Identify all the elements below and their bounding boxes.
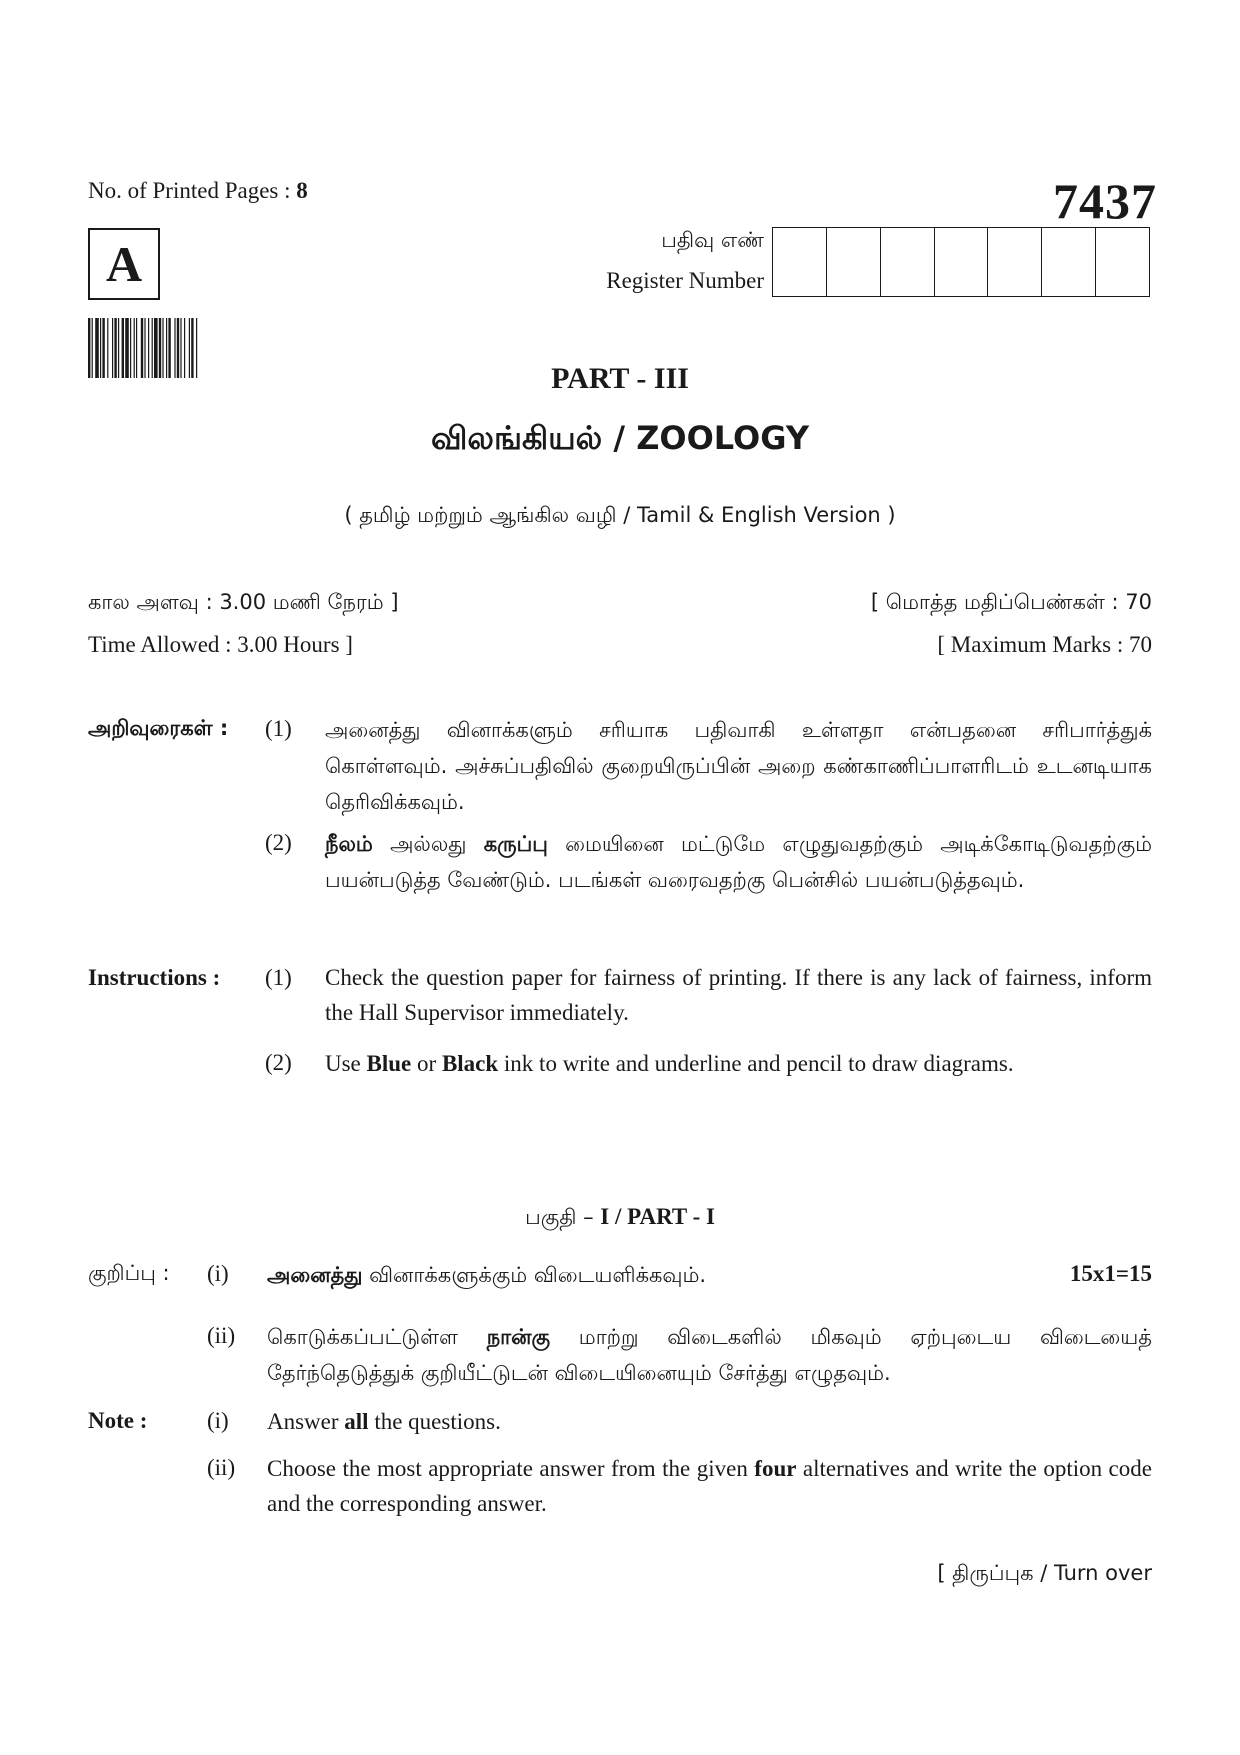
text-segment: or	[411, 1051, 442, 1076]
text-segment: Use	[325, 1051, 367, 1076]
text-segment: alternatives and write the option code and the corresponding answer.	[267, 1456, 1152, 1516]
text-segment: அல்லது	[372, 832, 484, 856]
printed-pages-label: No. of Printed Pages :	[88, 178, 291, 203]
bold-four: four	[754, 1456, 797, 1481]
note-number: (i)	[207, 1261, 229, 1286]
bold-all: அனைத்து	[267, 1263, 363, 1287]
bold-blue: Blue	[366, 1051, 412, 1076]
text-segment: Answer	[267, 1409, 345, 1434]
version-text: ( தமிழ் மற்றும் ஆங்கில வழி / Tamil & English Version )	[344, 503, 896, 527]
text-segment: ink to write and underline and pencil to draw diagrams.	[498, 1051, 1014, 1076]
register-label-english: Register Number	[606, 268, 764, 293]
register-digit-box[interactable]	[935, 228, 989, 296]
register-number-boxes[interactable]	[772, 227, 1150, 297]
part-title: PART - III	[551, 362, 689, 395]
text-segment: வினாக்களுக்கும் விடையளிக்கவும்.	[362, 1263, 707, 1287]
note-english-label: Note :	[88, 1408, 148, 1433]
note-english-1	[267, 1404, 1152, 1439]
instruction-english-2	[325, 1046, 1152, 1081]
register-digit-box[interactable]	[827, 228, 881, 296]
note-number: (i)	[207, 1408, 229, 1433]
subject-title	[0, 416, 1240, 461]
instructions-tamil-label: அறிவுரைகள் :	[88, 716, 229, 740]
note-tamil-1	[267, 1258, 927, 1293]
bold-all: all	[344, 1409, 369, 1434]
section-marks: 15x1=15	[1069, 1261, 1152, 1286]
text-segment: the questions.	[368, 1409, 501, 1434]
instruction-number: (1)	[265, 965, 292, 990]
printed-pages-value: 8	[296, 178, 308, 203]
version-line	[0, 502, 1240, 530]
bold-black: Black	[441, 1051, 499, 1076]
bold-black: கருப்பு	[483, 832, 548, 856]
text-segment: கொடுக்கப்பட்டுள்ள	[267, 1325, 487, 1349]
register-digit-box[interactable]	[881, 228, 935, 296]
note-tamil-label: குறிப்பு :	[88, 1261, 170, 1285]
register-label-tamil: பதிவு எண்	[661, 228, 764, 252]
paper-code: 7437	[1053, 173, 1157, 229]
section-heading-english: I / PART - I	[600, 1204, 715, 1229]
instruction-english-1: Check the question paper for fairness of printing. If there is any lack of fairness, inform the Hall Supervisor immediately.	[325, 965, 1152, 1025]
note-number: (ii)	[207, 1323, 236, 1348]
turn-over	[937, 1560, 1152, 1588]
instruction-number: (2)	[265, 830, 292, 855]
note-tamil-2	[267, 1319, 1152, 1391]
subject-title-text: விலங்கியல் / ZOOLOGY	[431, 419, 809, 457]
note-english-2	[267, 1451, 1152, 1521]
note-number: (ii)	[207, 1455, 236, 1480]
bold-blue: நீலம்	[325, 832, 373, 856]
instructions-english-label: Instructions :	[88, 965, 221, 990]
register-digit-box[interactable]	[1042, 228, 1096, 296]
section-heading-tamil: பகுதி –	[525, 1205, 601, 1229]
printed-pages	[88, 178, 308, 204]
instruction-tamil-2	[325, 826, 1152, 898]
instruction-number: (2)	[265, 1050, 292, 1075]
section-heading	[0, 1204, 1240, 1232]
instruction-number: (1)	[265, 716, 292, 741]
register-digit-box[interactable]	[988, 228, 1042, 296]
register-digit-box[interactable]	[1096, 228, 1149, 296]
instruction-tamil-1: அனைத்து வினாக்களும் சரியாக பதிவாகி உள்ளதா என்பதனை சரிபார்த்துக் கொள்ளவும். அச்சுப்பதிவில் குறையிருப்பின் அறை கண்காணிப்பாளரிடம் உடனடியாக தெரிவிக்கவும்.	[325, 718, 1152, 814]
bold-four: நான்கு	[486, 1325, 551, 1349]
text-segment: Choose the most appropriate answer from the given	[267, 1456, 755, 1481]
text-segment: மையினை மட்டுமே எழுதுவதற்கும் அடிக்கோடிடுவதற்கும் பயன்படுத்த வேண்டும். படங்கள் வரைவதற்கு பென்சில் பயன்படுத்தவும்.	[325, 832, 1153, 892]
max-marks-tamil: [ மொத்த மதிப்பெண்கள் : 70	[870, 590, 1152, 614]
time-allowed-english: Time Allowed : 3.00 Hours ]	[88, 632, 353, 657]
text-segment: மாற்று விடைகளில் மிகவும் ஏற்புடைய விடையைத் தேர்ந்தெடுத்துக் குறியீட்டுடன் விடையினையும் சேர்த்து எழுதவும்.	[267, 1325, 1152, 1385]
turn-over-text: [ திருப்புக / Turn over	[937, 1561, 1152, 1585]
time-allowed-tamil: கால அளவு : 3.00 மணி நேரம் ]	[88, 590, 399, 614]
series-box: A	[88, 228, 160, 300]
register-digit-box[interactable]	[773, 228, 827, 296]
max-marks-english: [ Maximum Marks : 70	[937, 632, 1152, 657]
